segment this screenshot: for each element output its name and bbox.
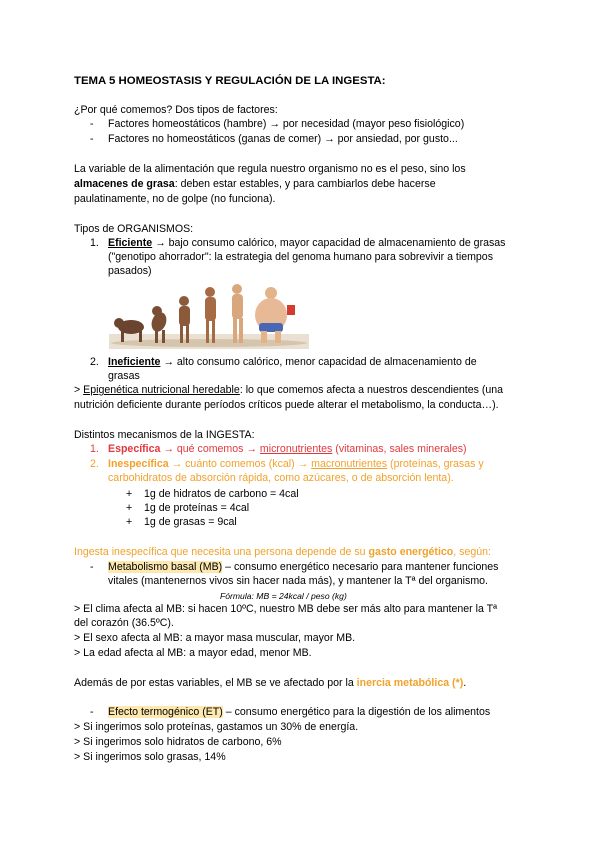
ineficiente-desc: → alto consumo calórico, menor capacidad de almacenamiento de [160,356,477,368]
eficiente-line-3: pasados) [108,265,152,277]
mb-line-2: vitales (mantenernos vivos sin hacer nada más), y mantener la Tª del organismo. [108,575,488,587]
plus-bullet: + [126,502,133,514]
equivalence-protein: 1g de proteínas = 4cal [144,502,250,514]
ineficiente-line-2: grasas [108,370,140,382]
especifica-rest: (vitaminas, sales minerales) [332,443,467,455]
inespecifica-line-2: carbohidratos de absorción rápida, como azúcares, o de absorción lenta). [108,472,454,484]
energy-expenditure-term: gasto energético [368,546,454,558]
age-note: > La edad afecta al MB: a mayor edad, menor MB. [74,647,312,659]
variable-line-3: paulatinamente, no de golpe (no funciona). [74,193,276,205]
human-evolution-illustration [109,279,309,349]
eficiente-line-2: ("genotipo ahorrador": la estrategia del genoma humano para sobrevivir a tiempos [108,251,493,263]
micronutrients-term: micronutrientes [259,443,333,455]
especifica-line [108,442,467,456]
equivalence-carbs: 1g de hidratos de carbono = 4cal [144,488,299,500]
epigenetics-term: Epigenética nutricional heredable [83,384,240,396]
macronutrients-term: macronutrientes [311,458,388,470]
metabolic-inertia-term: inercia metabólica (*) [356,677,464,689]
inespecifica-mid: → cuánto comemos (kcal) → [168,458,312,470]
bullet-dash: - [90,118,94,130]
bullet-dash: - [90,133,94,145]
ineficiente-line-1 [108,355,477,369]
bullet-dash: - [90,561,94,573]
variable-line-2-rest: : deben estar estables, y para cambiarlos debe hacerse [174,178,436,190]
gasto-intro-post: , según: [453,546,491,558]
epigenetics-line-1 [74,383,503,397]
gasto-intro-pre: Ingesta inespecífica que necesita una persona depende de su [74,546,369,558]
inercia-pre: Además de por estas variables, el MB se ve afectado por la [74,677,357,689]
page-title: TEMA 5 HOMEOSTASIS Y REGULACIÓN DE LA INGESTA: [74,75,386,87]
et-protein-note: > Si ingerimos solo proteínas, gastamos un 30% de energía. [74,721,359,733]
list-number: 2. [90,458,99,470]
variable-line-1: La variable de la alimentación que regula nuestro organismo no es el peso, sino los [74,163,466,175]
eficiente-term: Eficiente [108,237,153,249]
climate-note-2: del corazón (36.5ºC). [74,617,174,629]
et-fat-note: > Si ingerimos solo grasas, 14% [74,751,226,763]
sex-note: > El sexo afecta al MB: a mayor masa muscular, mayor MB. [74,632,356,644]
et-line [108,705,490,719]
ineficiente-term: Ineficiente [108,356,161,368]
especifica-term: Específica [108,443,161,455]
basal-metabolism-term: Metabolismo basal (MB) [108,561,223,573]
inespecifica-term: Inespecífica [108,458,169,470]
equivalence-fat: 1g de grasas = 9cal [144,516,237,528]
eficiente-line-1 [108,236,505,250]
organismos-heading: Tipos de ORGANISMOS: [74,223,194,235]
climate-note-1: > El clima afecta al MB: si hacen 10ºC, nuestro MB debe ser más alto para mantener la Tª [74,603,498,615]
inespecifica-rest: (proteínas, grasas y [387,458,484,470]
variable-line-2 [74,177,436,191]
list-number: 1. [90,443,99,455]
factor-non-homeostatic: Factores no homeostáticos (ganas de comer) → por ansiedad, por gusto... [108,133,458,145]
eficiente-desc: → bajo consumo calórico, mayor capacidad de almacenamiento de grasas [152,237,506,249]
fat-stores-term: almacenes de grasa [74,178,175,190]
plus-bullet: + [126,516,133,528]
thermogenic-effect-term: Efecto termogénico (ET) [108,706,223,718]
especifica-mid: → qué comemos → [160,443,260,455]
inespecifica-line-1 [108,457,484,471]
epigenetics-line-2: nutrición deficiente durante períodos críticos puede alterar el metabolismo, la conducta…). [74,399,499,411]
arrow-marker: > [74,384,84,396]
factor-homeostatic: Factores homeostáticos (hambre) → por necesidad (mayor peso fisiológico) [108,118,465,130]
gasto-intro [74,545,491,559]
bullet-dash: - [90,706,94,718]
epigenetics-desc: : lo que comemos afecta a nuestros descendientes (una [239,384,504,396]
plus-bullet: + [126,488,133,500]
inercia-line [74,676,466,690]
mb-desc: – consumo energético necesario para mantener funciones [222,561,499,573]
et-carbs-note: > Si ingerimos solo hidratos de carbono, 6% [74,736,282,748]
ingesta-heading: Distintos mecanismos de la INGESTA: [74,429,255,441]
intro-question: ¿Por qué comemos? Dos tipos de factores: [74,104,278,116]
inercia-post: . [463,677,467,689]
list-number: 1. [90,237,99,249]
list-number: 2. [90,356,99,368]
mb-formula: Fórmula: MB = 24kcal / peso (kg) [220,591,347,601]
et-desc: – consumo energético para la digestión de los alimentos [222,706,491,718]
mb-line-1 [108,560,498,574]
